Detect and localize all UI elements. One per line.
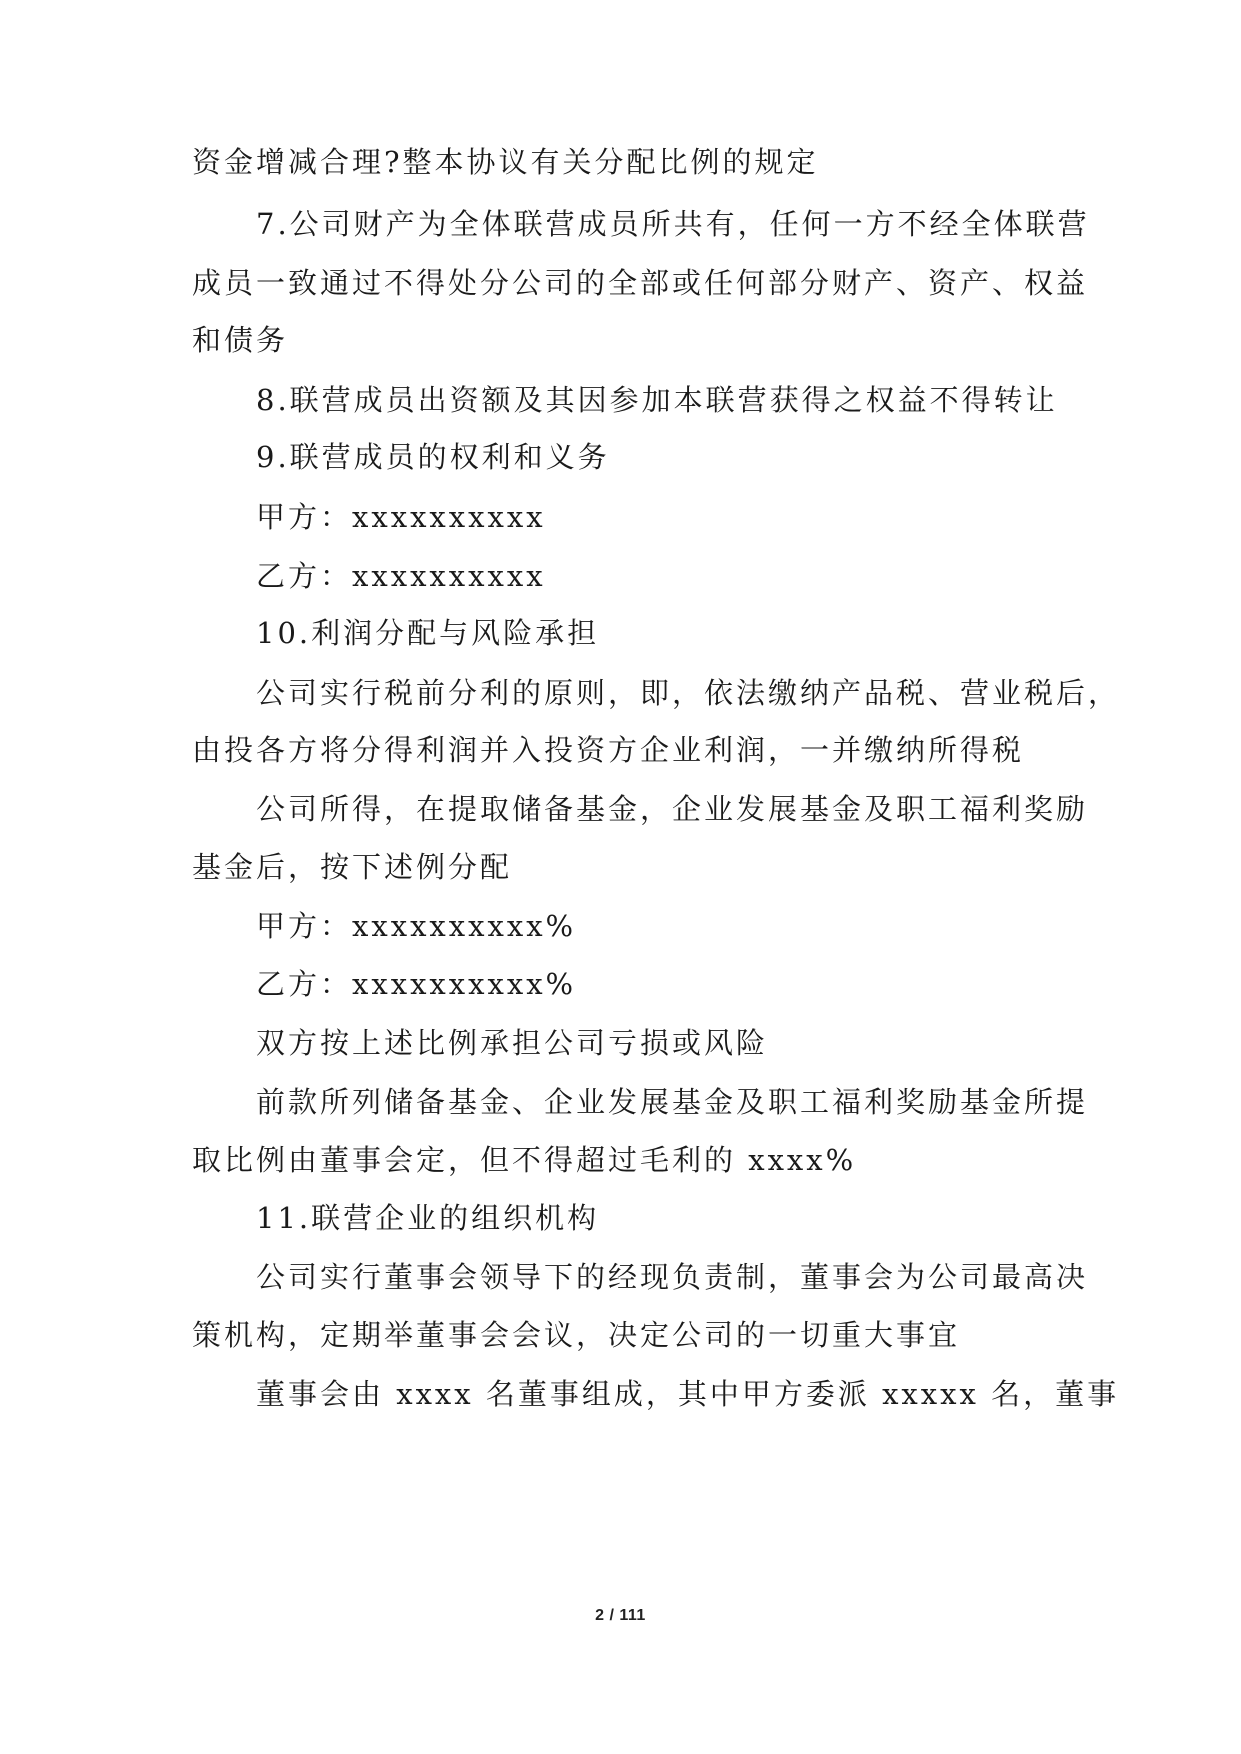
text-line: 乙方：xxxxxxxxxx xyxy=(256,559,546,593)
text-line: 9.联营成员的权利和义务 xyxy=(256,440,610,474)
text-line: 公司实行董事会领导下的经现负责制，董事会为公司最高决 xyxy=(256,1260,1089,1294)
page-number: 2 / 111 xyxy=(595,1607,646,1624)
text-line: 取比例由董事会定，但不得超过毛利的 xxxx% xyxy=(192,1143,857,1177)
text-line: 乙方：xxxxxxxxxx% xyxy=(256,967,577,1001)
text-line: 成员一致通过不得处分公司的全部或任何部分财产、资产、权益 xyxy=(192,266,1089,300)
text-line: 基金后，按下述例分配 xyxy=(192,850,513,884)
text-line: 11.联营企业的组织机构 xyxy=(256,1201,600,1235)
text-line: 公司实行税前分利的原则，即，依法缴纳产品税、营业税后， xyxy=(256,676,1121,710)
text-line: 公司所得，在提取储备基金，企业发展基金及职工福利奖励 xyxy=(256,792,1089,826)
text-line: 策机构，定期举董事会会议，决定公司的一切重大事宜 xyxy=(192,1318,961,1352)
text-line: 8.联营成员出资额及其因参加本联营获得之权益不得转让 xyxy=(256,383,1058,417)
text-line: 资金增减合理?整本协议有关分配比例的规定 xyxy=(192,145,819,179)
text-line: 双方按上述比例承担公司亏损或风险 xyxy=(256,1026,769,1060)
text-line: 甲方：xxxxxxxxxx xyxy=(256,500,546,534)
text-line: 7.公司财产为全体联营成员所共有，任何一方不经全体联营 xyxy=(256,207,1090,241)
text-line: 和债务 xyxy=(192,323,289,357)
text-line: 甲方：xxxxxxxxxx% xyxy=(256,909,577,943)
text-line: 前款所列储备基金、企业发展基金及职工福利奖励基金所提 xyxy=(256,1085,1089,1119)
text-line: 由投各方将分得利润并入投资方企业利润，一并缴纳所得税 xyxy=(192,733,1025,767)
text-line: 董事会由 xxxx 名董事组成，其中甲方委派 xxxxx 名，董事 xyxy=(256,1377,1120,1411)
text-line: 10.利润分配与风险承担 xyxy=(256,616,600,650)
